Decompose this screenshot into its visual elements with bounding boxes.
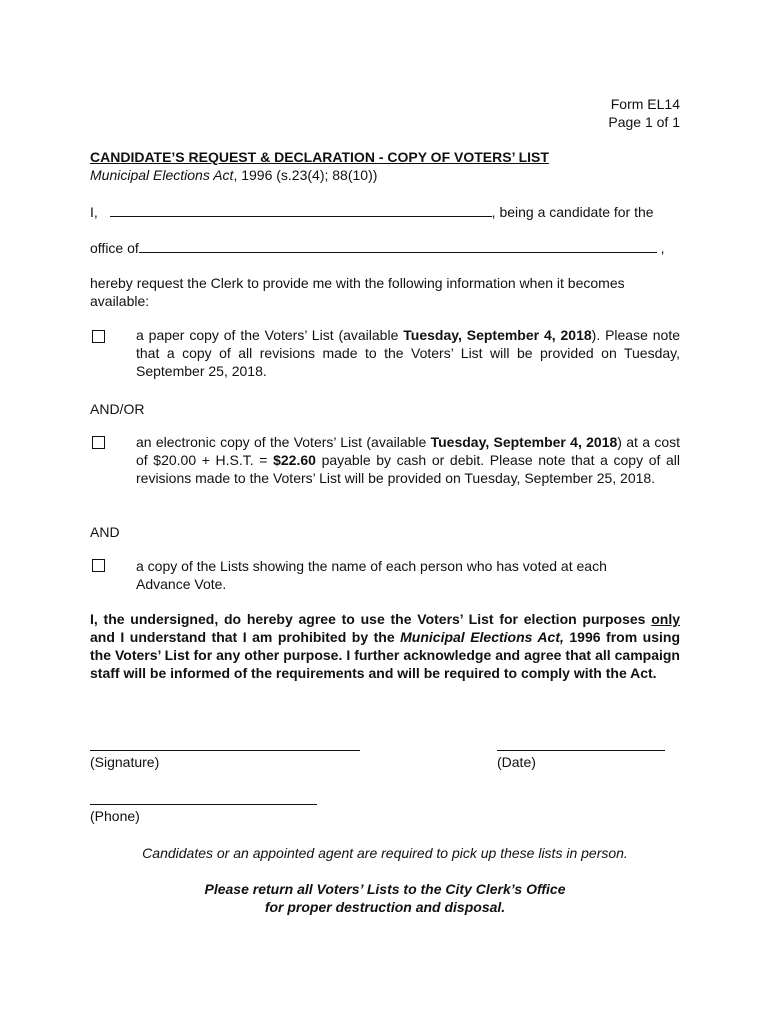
option-text: payable by cash or debit. Please note that a copy of all revisions made to the Voters’ List will be provided on Tuesday, September 25, 2018. [136,452,681,486]
name-prefix: I, [90,204,98,220]
agreement-act-name: Municipal Elections Act, [400,629,564,645]
candidate-name-field[interactable] [110,202,492,217]
return-note [0,880,770,916]
signature-label: (Signature) [90,754,160,770]
option-date: Tuesday, September 4, 2018 [403,327,592,343]
signature-field[interactable] [90,750,360,751]
option-electronic-copy [136,433,680,487]
candidate-name-line [90,202,690,221]
phone-label: (Phone) [90,808,140,824]
form-number: Form EL14 [610,96,680,112]
option-text: ). Please note that a copy of all revisions made to the Voters’ List will be provided on Tuesday, September 25, 2018. [136,327,680,379]
agreement-paragraph [90,610,680,682]
agreement-text: and I understand that I am prohibited by the [90,629,401,645]
and-connector: AND [90,524,120,540]
pickup-note: Candidates or an appointed agent are required to pick up these lists in person. [142,845,628,861]
office-field[interactable] [139,238,657,253]
advance-vote-checkbox[interactable] [92,559,105,572]
name-suffix: , being a candidate for the [491,204,654,220]
option-date: Tuesday, September 4, 2018 [430,434,618,450]
page-number: Page 1 of 1 [608,114,680,130]
form-header [480,95,680,131]
agreement-emphasis: only [651,611,680,627]
return-note-line1: Please return all Voters’ Lists to the City Clerk’s Office [204,881,566,897]
act-citation: , 1996 (s.23(4); 88(10)) [233,167,378,183]
paper-copy-checkbox[interactable] [92,330,105,343]
andor-connector: AND/OR [90,401,145,417]
date-field[interactable] [497,750,665,751]
return-note-line2: for proper destruction and disposal. [264,899,506,915]
option-paper-copy [136,326,680,380]
electronic-copy-checkbox[interactable] [92,436,105,449]
agreement-text: 1996 from using the Voters’ List for any other purpose. I further acknowledge and agree that all campaign staff will be informed of the requirements and will be required to comply with the Act. [90,629,680,681]
option-price: $22.60 [273,452,316,468]
office-line [90,238,690,257]
option-advance-vote [136,557,656,593]
date-label: (Date) [497,754,536,770]
option-text: ) at a cost of $20.00 + H.S.T. = [136,434,680,468]
act-name: Municipal Elections Act [90,167,234,183]
agreement-text: I, the undersigned, do hereby agree to use the Voters’ List for election purposes [90,611,652,627]
office-suffix: , [656,240,665,256]
office-prefix: office of [90,240,139,256]
option-text: an electronic copy of the Voters’ List (available [136,434,431,450]
request-paragraph: hereby request the Clerk to provide me with the following information when it becomes available: [90,275,625,309]
option-text: a paper copy of the Voters’ List (available [136,327,404,343]
form-title: CANDIDATE’S REQUEST & DECLARATION - COPY OF VOTERS’ LIST [90,149,549,165]
form-subtitle [90,166,377,184]
phone-field[interactable] [90,804,317,805]
option-text: a copy of the Lists showing the name of each person who has voted at each Advance Vote. [136,558,607,592]
